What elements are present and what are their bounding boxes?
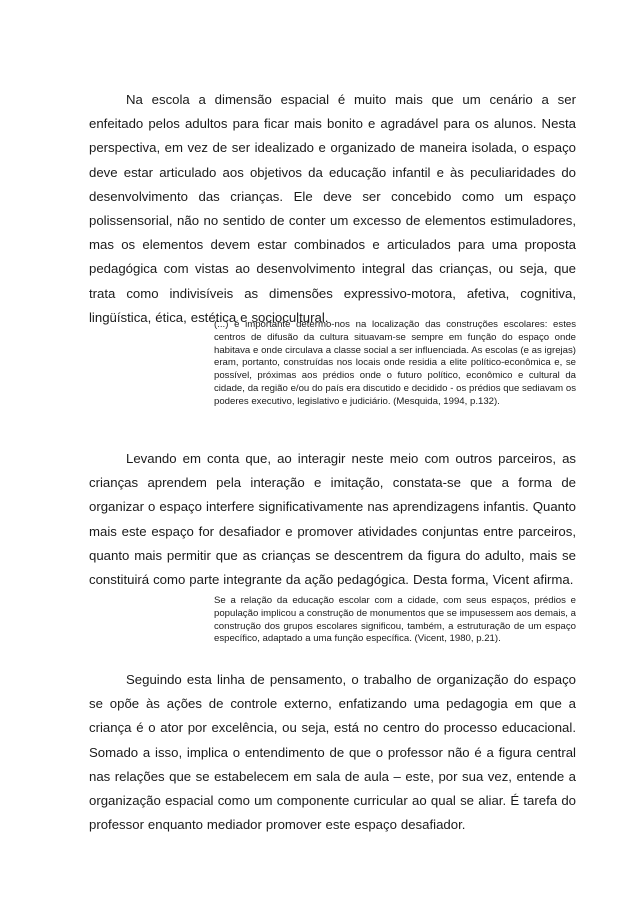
body-paragraph-3: Seguindo esta linha de pensamento, o trabalho de organização do espaço se opõe às ações de controle externo, enfatizando uma pedagogia em que a criança é o ator por excelência, ou seja, está no centro do processo educacional. Somado a isso, implica o entendimento de que o professor não é a figura central nas relações que se estabelecem em sala de aula – este, por sua vez, entende a organização espacial como um componente curricular ao qual se aliar. É tarefa do professor enquanto mediador promover este espaço desafiador. bbox=[89, 672, 576, 833]
body-paragraph-2: Levando em conta que, ao interagir neste meio com outros parceiros, as crianças aprendem pela interação e imitação, constata-se que a forma de organizar o espaço interfere significativamente nas aprendizagens infantis. Quanto mais este espaço for desafiador e promover atividades conjuntas entre parceiros, quanto mais permitir que as crianças se descentrem da figura do adulto, mais se constituirá como parte integrante da ação pedagógica. Desta forma, Vicent afirma. bbox=[89, 451, 576, 588]
body-paragraph-1: Na escola a dimensão espacial é muito mais que um cenário a ser enfeitado pelos adultos para ficar mais bonito e agradável para os alunos. Nesta perspectiva, em vez de ser idealizado e organizado de maneira isolada, o espaço deve estar articulado aos objetivos da educação infantil e às peculiaridades do desenvolvimento das crianças. Ele deve ser concebido como um espaço polissensorial, não no sentido de conter um excesso de elementos estimuladores, mas os elementos devem estar combinados e articulados para uma proposta pedagógica com vistas ao desenvolvimento integral das crianças, ou seja, que trata como indivisíveis as dimensões expressivo-motora, afetiva, cognitiva, lingüística, ética, estética e sociocultural. bbox=[89, 92, 576, 325]
block-quote-vicent: Se a relação da educação escolar com a cidade, com seus espaços, prédios e população implicou a construção de monumentos que se impusessem aos demais, a construção dos grupos escolares significou, também, a estruturação de um espaço específico, adaptado a uma função específica. (Vicent, 1980, p.21). bbox=[214, 595, 576, 645]
block-quote-mesquida: (...) é importante determo-nos na localização das construções escolares: estes centros de difusão da cultura situavam-se sempre em função do espaço onde habitava e onde circulava a classe social a ser influenciada. As escolas (e as igrejas) eram, portanto, construídas nos locais onde residia a elite político-econômica e, se possível, próximas aos prédios onde o futuro político, econômico e cultural da cidade, da região e/ou do país era discutido e decidido - os prédios que sediavam os poderes executivo, legislativo e judiciário. (Mesquida, 1994, p.132). bbox=[214, 319, 576, 407]
